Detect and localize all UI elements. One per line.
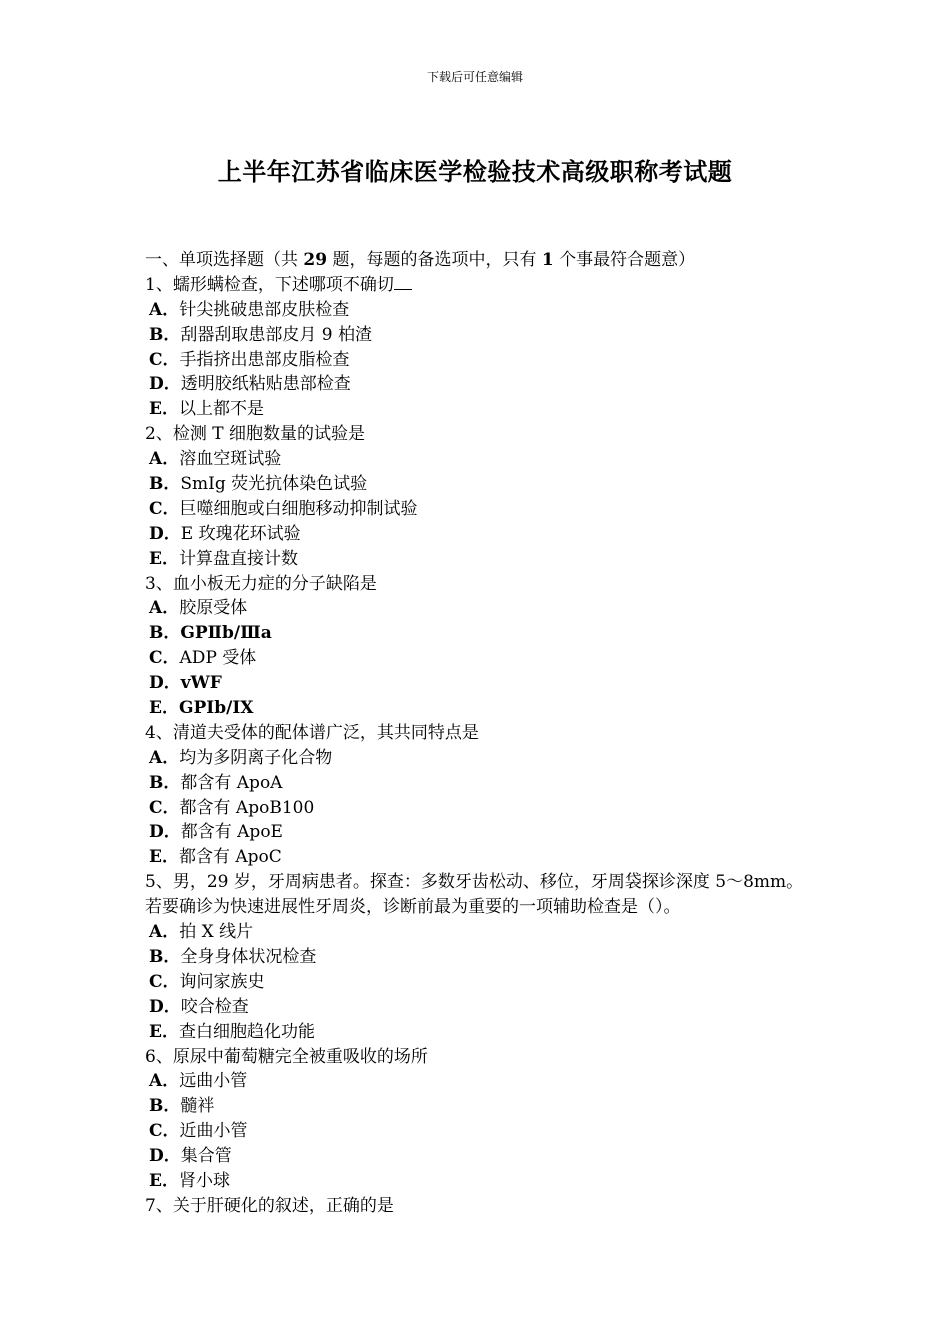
answer-blank [394,275,412,290]
option-item [145,547,825,572]
option-item [145,771,825,796]
option-item [145,1094,825,1119]
option-letter: B． [149,772,181,793]
option-text: 肾小球 [178,1170,230,1191]
option-letter: D． [149,673,181,694]
option-item [145,1119,825,1144]
option-text: E 玫瑰花环试验 [180,523,301,544]
question-number: 3、 [145,573,173,594]
question-text: 清道夫受体的配体谱广泛，其共同特点是 [172,722,479,743]
option-text: 胶原受体 [179,598,248,619]
option-letter: B． [149,623,181,644]
option-item [145,298,825,323]
option-item [145,621,825,646]
question-text: 男，29 岁，牙周病患者。探查：多数牙齿松动、移位，牙周袋探诊深度 5～8mm。若要确诊为快速进展性牙周炎，诊断前最为重要的一项辅助检查是（）。 [145,872,804,918]
option-letter: A． [149,598,180,619]
question-4 [145,721,825,746]
option-letter: A． [149,1071,180,1092]
section-heading [145,248,825,273]
option-letter: A． [149,299,180,320]
option-item [145,920,825,945]
option-item [145,397,825,422]
option-letter: E． [149,399,179,420]
option-text: 都含有 ApoA [180,772,283,793]
question-number: 1、 [145,274,173,295]
question-3 [145,572,825,597]
option-item [145,671,825,696]
section-suffix: 个事最符合题意） [553,250,696,270]
option-item [145,447,825,472]
option-text: 都含有 ApoE [180,822,283,843]
option-item [145,796,825,821]
option-text: 髓袢 [180,1096,215,1117]
option-item [145,746,825,771]
question-text: 血小板无力症的分子缺陷是 [172,573,377,594]
option-letter: B． [149,1096,181,1117]
option-item [145,845,825,870]
option-text: GPⅡb/Ⅲa [180,623,272,644]
question-number: 6、 [145,1046,173,1067]
option-letter: C． [149,648,180,669]
option-item [145,820,825,845]
option-item [145,696,825,721]
option-letter: C． [149,971,180,992]
option-item [145,995,825,1020]
option-letter: E． [149,548,179,569]
question-number: 5、 [145,872,173,893]
option-letter: E． [149,1170,179,1191]
section-prefix: 一、单项选择题（共 [145,250,304,270]
page-title: 上半年江苏省临床医学检验技术高级职称考试题 [217,157,733,186]
question-number: 2、 [145,424,173,445]
option-letter: A． [149,449,180,470]
option-item [145,348,825,373]
option-letter: B． [149,324,181,345]
document-body [145,248,825,1219]
option-text: 集合管 [180,1146,232,1167]
option-text: vWF [180,673,222,694]
option-item [145,323,825,348]
header-note: 下载后可任意编辑 [426,70,523,84]
option-text: 计算盘直接计数 [178,548,298,569]
question-number: 4、 [145,722,173,743]
option-text: 手指挤出患部皮脂检查 [179,349,350,370]
question-text: 检测 T 细胞数量的试验是 [172,424,365,445]
option-letter: D． [149,822,181,843]
option-letter: B． [149,474,181,495]
option-text: 巨噬细胞或白细胞移动抑制试验 [179,498,418,519]
option-letter: E． [149,698,179,719]
option-text: 近曲小管 [179,1121,248,1142]
option-letter: D． [149,523,181,544]
option-letter: A． [149,747,180,768]
option-item [145,472,825,497]
option-letter: C． [149,1121,180,1142]
option-letter: C． [149,797,180,818]
option-item [145,522,825,547]
option-item [145,1020,825,1045]
section-middle: 题，每题的备选项中，只有 [327,250,542,270]
option-letter: D． [149,1146,181,1167]
option-item [145,596,825,621]
question-1 [145,273,825,298]
option-text: 都含有 ApoC [178,847,282,868]
option-text: GPIb/IX [178,698,254,719]
question-6 [145,1045,825,1070]
option-text: 均为多阴离子化合物 [179,747,333,768]
question-2 [145,422,825,447]
option-text: SmIg 荧光抗体染色试验 [180,474,368,495]
section-count: 29 [303,250,328,270]
option-letter: C． [149,349,180,370]
option-item [145,1144,825,1169]
question-text: 蠕形螨检查，下述哪项不确切 [172,274,394,295]
option-text: 刮器刮取患部皮月 9 柏渣 [180,324,372,345]
option-text: 咬合检查 [180,996,249,1017]
option-item [145,1069,825,1094]
option-letter: B． [149,946,181,967]
option-letter: E． [149,1021,179,1042]
option-item [145,372,825,397]
option-letter: C． [149,498,180,519]
question-text: 关于肝硬化的叙述，正确的是 [172,1195,394,1216]
section-one: 1 [541,250,554,270]
question-5 [145,870,810,920]
option-text: 针尖挑破患部皮肤检查 [179,299,350,320]
option-text: 透明胶纸粘贴患部检查 [180,374,351,395]
option-letter: D． [149,996,181,1017]
option-item [145,1169,825,1194]
option-text: 查白细胞趋化功能 [178,1021,315,1042]
option-letter: E． [149,847,179,868]
option-text: 以上都不是 [178,399,264,420]
option-item [145,497,825,522]
option-item [145,945,825,970]
option-letter: D． [149,374,181,395]
option-letter: A． [149,922,180,943]
option-item [145,646,825,671]
question-number: 7、 [145,1195,173,1216]
option-text: 都含有 ApoB100 [179,797,315,818]
option-item [145,970,825,995]
option-text: 全身身体状况检查 [180,946,317,967]
question-text: 原尿中葡萄糖完全被重吸收的场所 [172,1046,428,1067]
option-text: 远曲小管 [179,1071,248,1092]
option-text: 询问家族史 [179,971,265,992]
option-text: 溶血空斑试验 [179,449,282,470]
option-text: 拍 X 线片 [179,922,254,943]
question-7 [145,1194,825,1219]
option-text: ADP 受体 [179,648,257,669]
